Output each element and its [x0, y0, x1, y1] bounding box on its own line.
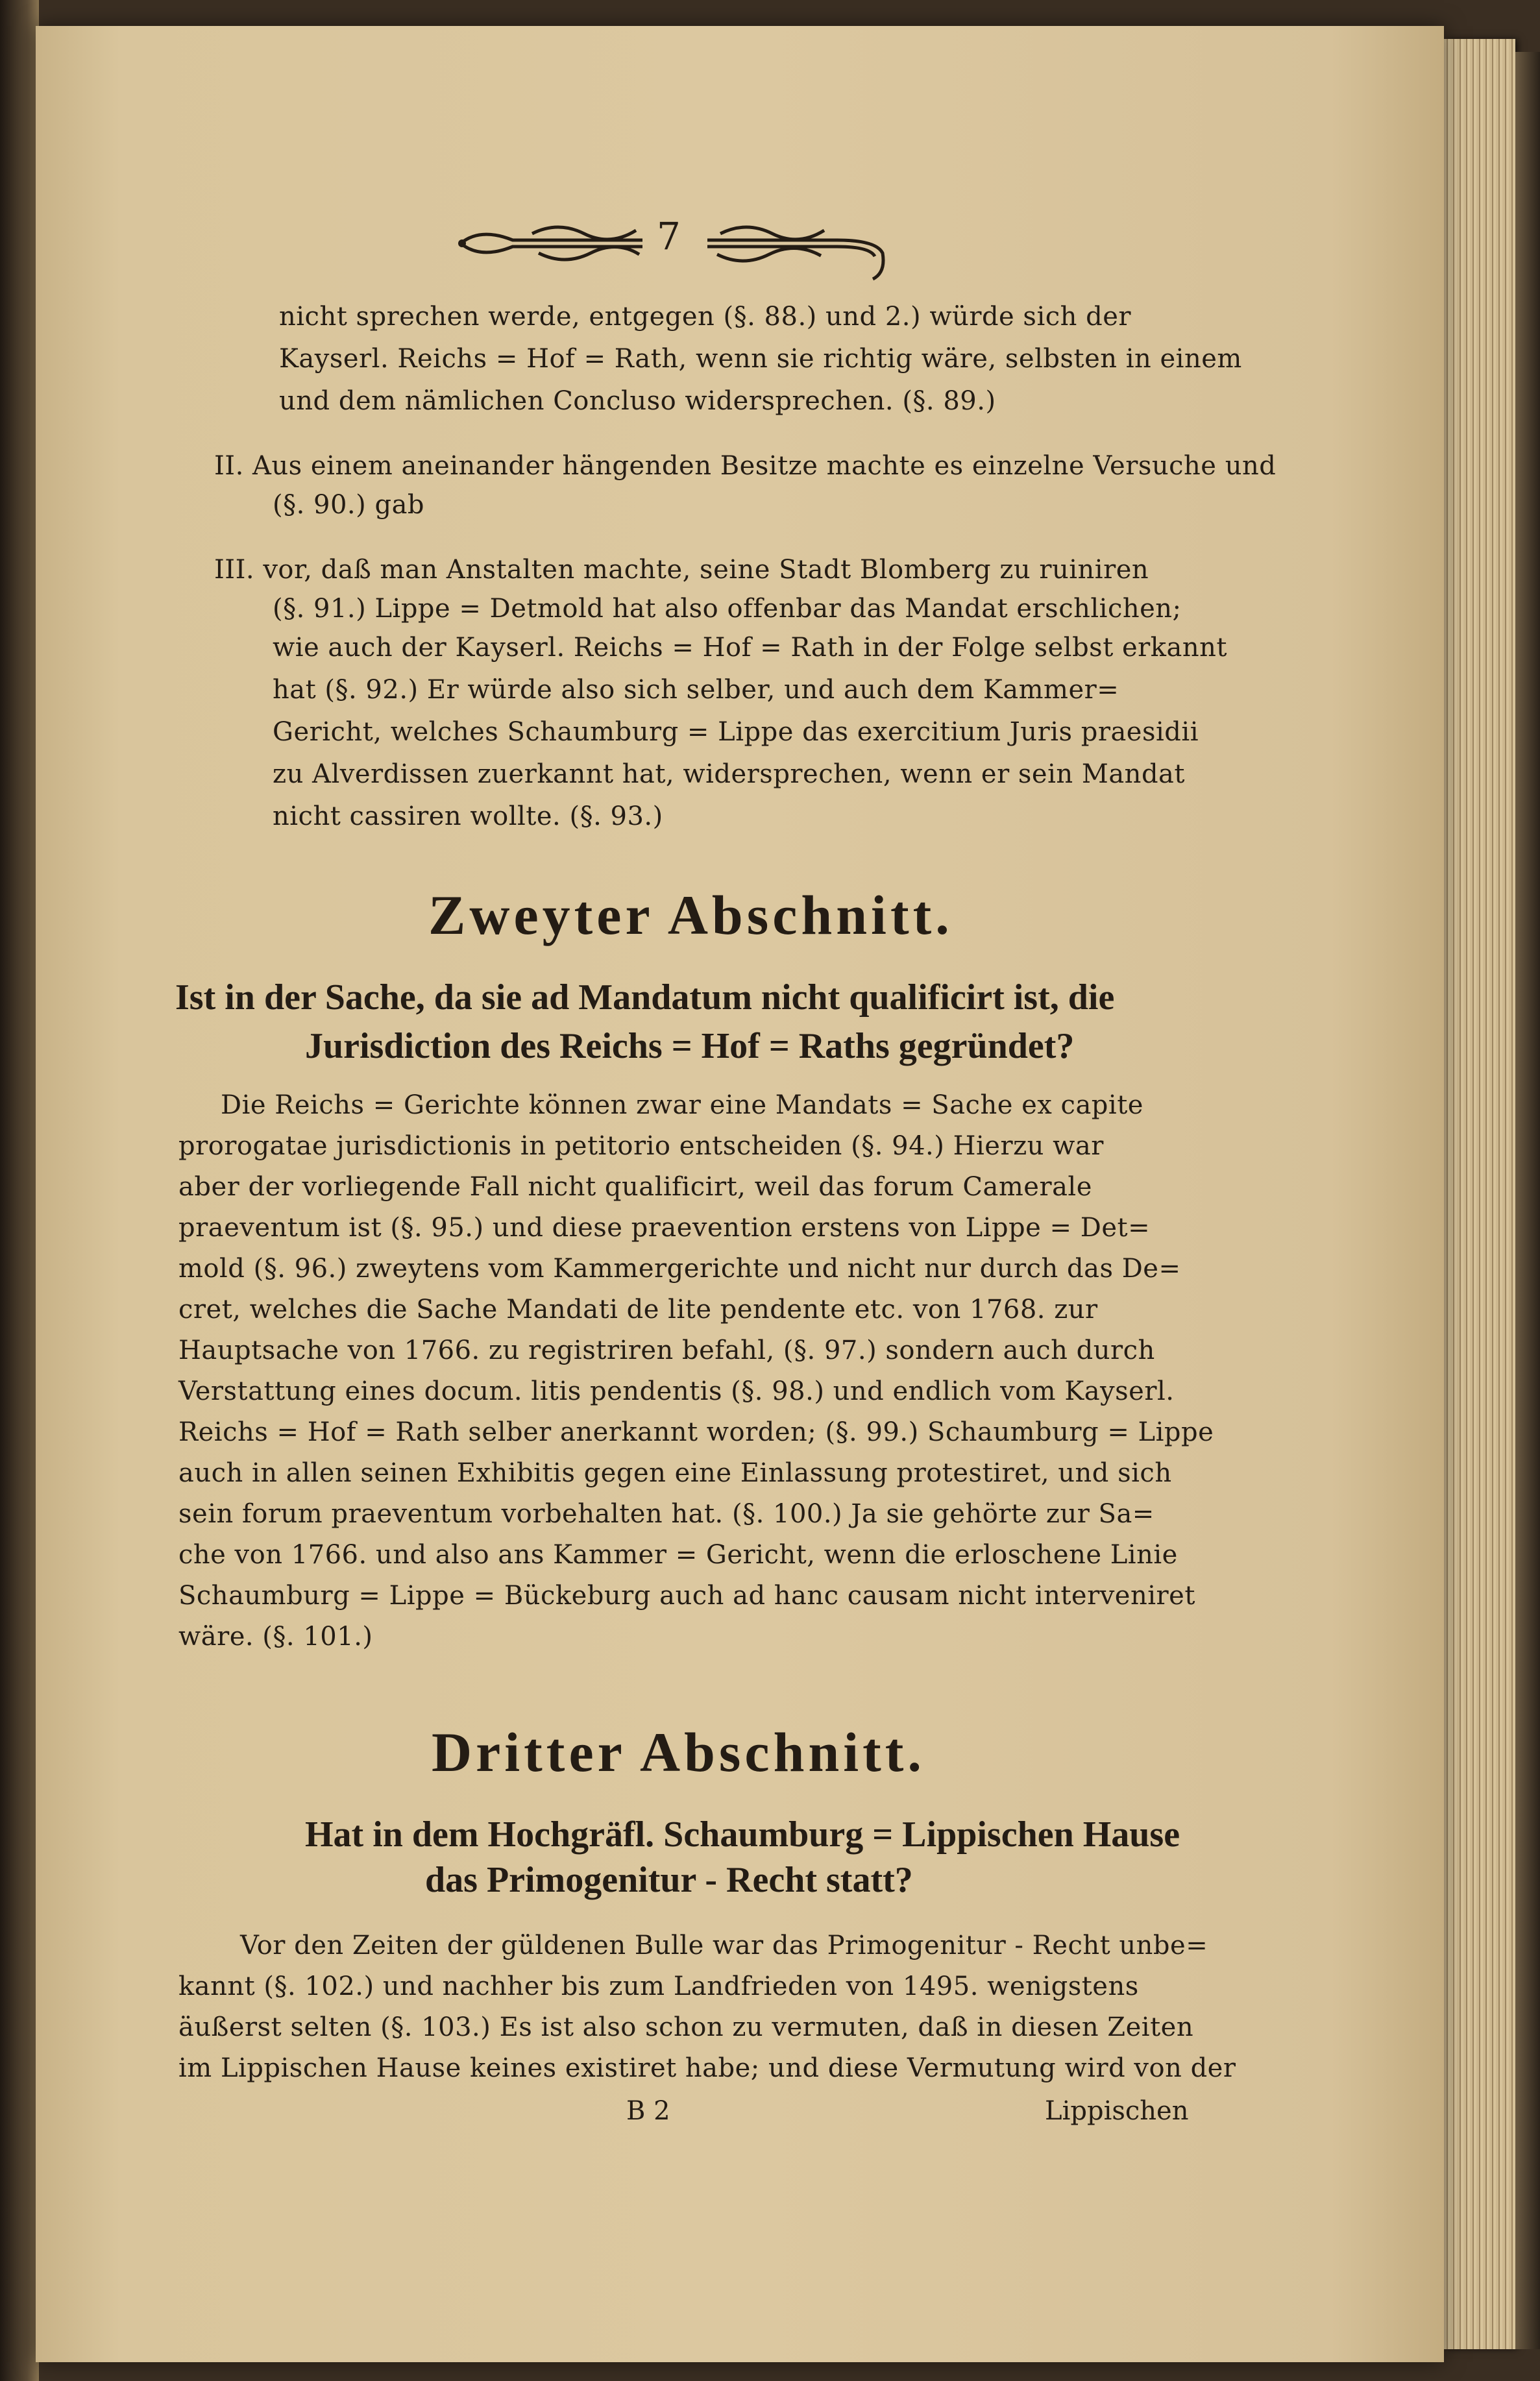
abschnitt-3-line: im Lippischen Hause keines existiret habe; und diese Vermutung wird von der [178, 2053, 1236, 2083]
section-iii-line: (§. 91.) Lippe = Detmold hat also offenbar das Mandat erschlichen; [273, 594, 1182, 624]
section-iii-line: Gericht, welches Schaumburg = Lippe das exercitium Juris praesidii [273, 717, 1199, 747]
abschnitt-2-line: Schaumburg = Lippe = Bückeburg auch ad hanc causam nicht interveniret [178, 1581, 1195, 1611]
section-iii-line: III. vor, daß man Anstalten machte, seine Stadt Blomberg zu ruiniren [214, 555, 1149, 585]
abschnitt-2-line: Die Reichs = Gerichte können zwar eine Mandats = Sache ex capite [221, 1090, 1143, 1120]
abschnitt-2-line: Reichs = Hof = Rath selber anerkannt worden; (§. 99.) Schaumburg = Lippe [178, 1417, 1214, 1447]
abschnitt-2-line: prorogatae jurisdictionis in petitorio entscheiden (§. 94.) Hierzu war [178, 1131, 1104, 1161]
section-iii-line: nicht cassiren wollte. (§. 93.) [273, 801, 663, 831]
abschnitt-2-line: che von 1766. und also ans Kammer = Gericht, wenn die erloschene Linie [178, 1540, 1178, 1570]
intro-line: Kayserl. Reichs = Hof = Rath, wenn sie richtig wäre, selbsten in einem [279, 344, 1242, 374]
abschnitt-3-line: äußerst selten (§. 103.) Es ist also schon zu vermuten, daß in diesen Zeiten [178, 2012, 1194, 2042]
abschnitt-2-line: sein forum praeventum vorbehalten hat. (§. 100.) Ja sie gehörte zur Sa= [178, 1499, 1155, 1529]
section-subheading-2: Ist in der Sache, da sie ad Mandatum nicht qualificirt ist, die [175, 977, 1115, 1018]
book-edge-shadow [1515, 52, 1540, 2349]
section-subheading-3: das Primogenitur - Recht statt? [425, 1860, 913, 1900]
catchword: Lippischen [1045, 2096, 1189, 2126]
page-edges [1444, 39, 1515, 2349]
section-heading-2: Zweyter Abschnitt. [428, 884, 953, 946]
section-subheading-2: Jurisdiction des Reichs = Hof = Raths gegründet? [305, 1026, 1075, 1066]
abschnitt-2-line: praeventum ist (§. 95.) und diese praevention erstens von Lippe = Det= [178, 1213, 1151, 1243]
signature-mark: B 2 [626, 2096, 670, 2126]
abschnitt-2-line: mold (§. 96.) zweytens vom Kammergerichte und nicht nur durch das De= [178, 1254, 1181, 1284]
header-ornament-left [454, 214, 649, 273]
section-iii-line: hat (§. 92.) Er würde also sich selber, und auch dem Kammer= [273, 675, 1119, 705]
abschnitt-2-line: cret, welches die Sache Mandati de lite pendente etc. von 1768. zur [178, 1295, 1098, 1325]
header-ornament-right [707, 214, 896, 292]
section-subheading-3: Hat in dem Hochgräfl. Schaumburg = Lippischen Hause [305, 1814, 1180, 1855]
abschnitt-2-line: Verstattung eines docum. litis pendentis (§. 98.) und endlich vom Kayserl. [178, 1376, 1175, 1406]
abschnitt-3-line: kannt (§. 102.) und nachher bis zum Landfrieden von 1495. wenigstens [178, 1972, 1139, 2001]
intro-line: und dem nämlichen Concluso widersprechen. (§. 89.) [279, 386, 996, 416]
page-number: 7 [657, 214, 681, 258]
abschnitt-3-line: Vor den Zeiten der güldenen Bulle war das Primogenitur - Recht unbe= [240, 1931, 1208, 1960]
section-ii-line: (§. 90.) gab [273, 490, 425, 520]
section-iii-line: zu Alverdissen zuerkannt hat, widersprechen, wenn er sein Mandat [273, 759, 1185, 789]
section-ii-line: II. Aus einem aneinander hängenden Besitze machte es einzelne Versuche und [214, 451, 1277, 481]
section-iii-line: wie auch der Kayserl. Reichs = Hof = Rath in der Folge selbst erkannt [273, 633, 1227, 663]
intro-line: nicht sprechen werde, entgegen (§. 88.) und 2.) würde sich der [279, 302, 1132, 332]
abschnitt-2-line: wäre. (§. 101.) [178, 1622, 373, 1652]
abschnitt-2-line: auch in allen seinen Exhibitis gegen eine Einlassung protestiret, und sich [178, 1458, 1172, 1488]
book-binding [0, 0, 39, 2381]
abschnitt-2-line: aber der vorliegende Fall nicht qualificirt, weil das forum Camerale [178, 1172, 1092, 1202]
abschnitt-2-line: Hauptsache von 1766. zu registriren befahl, (§. 97.) sondern auch durch [178, 1336, 1155, 1365]
section-heading-3: Dritter Abschnitt. [432, 1721, 925, 1783]
